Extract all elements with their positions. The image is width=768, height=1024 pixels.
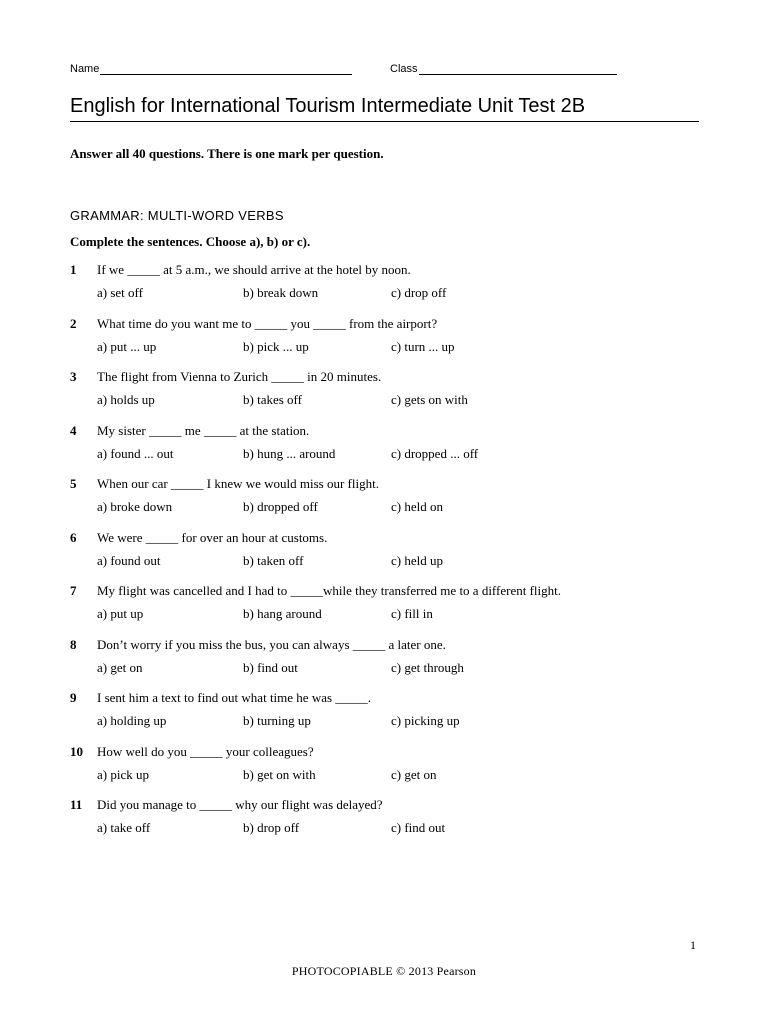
question-item bbox=[0, 581, 768, 626]
question-item bbox=[0, 635, 768, 680]
answer-option-b[interactable]: b) taken off bbox=[243, 552, 304, 568]
question-text: The flight from Vienna to Zurich _____ in 20 minutes. bbox=[97, 369, 382, 384]
answer-option-b[interactable]: b) turning up bbox=[243, 713, 311, 728]
answer-option-a[interactable]: a) take off bbox=[97, 820, 151, 835]
answer-option-b[interactable]: b) break down bbox=[243, 285, 319, 300]
answer-option-a[interactable]: a) broke down bbox=[97, 499, 173, 514]
question-item bbox=[0, 421, 768, 466]
question-number: 6 bbox=[70, 529, 77, 545]
answer-option-c[interactable]: c) turn ... up bbox=[391, 338, 455, 354]
name-label: Name bbox=[70, 63, 100, 75]
question-number: 5 bbox=[70, 476, 77, 491]
answer-option-b[interactable]: b) takes off bbox=[243, 392, 302, 407]
answer-option-b[interactable]: b) pick ... up bbox=[243, 338, 309, 354]
question-number: 11 bbox=[70, 797, 83, 812]
question-text: We were _____ for over an hour at customs. bbox=[97, 529, 328, 545]
question-text: My flight was cancelled and I had to _____while they transferred me to a different flight. bbox=[97, 583, 562, 598]
class-label: Class bbox=[390, 63, 418, 75]
test-instructions: Answer all 40 questions. There is one mark per question. bbox=[70, 146, 384, 161]
footer-copyright: PHOTOCOPIABLE © 2013 Pearson bbox=[291, 964, 477, 978]
answer-option-c[interactable]: c) held on bbox=[391, 499, 443, 514]
answer-option-b[interactable]: b) hung ... around bbox=[243, 445, 336, 461]
answer-option-c[interactable]: c) get on bbox=[391, 766, 437, 782]
answer-option-b[interactable]: b) find out bbox=[243, 659, 298, 675]
answer-option-b[interactable]: b) dropped off bbox=[243, 499, 318, 514]
question-number: 2 bbox=[70, 315, 77, 331]
answer-option-a[interactable]: a) found out bbox=[97, 552, 161, 568]
answer-option-c[interactable]: c) fill in bbox=[391, 606, 433, 621]
class-blank-line bbox=[419, 62, 617, 75]
answer-option-a[interactable]: a) pick up bbox=[97, 766, 149, 782]
question-text: Don’t worry if you miss the bus, you can always _____ a later one. bbox=[97, 636, 446, 652]
question-text: My sister _____ me _____ at the station. bbox=[97, 422, 310, 438]
question-number: 4 bbox=[70, 422, 77, 438]
question-number: 8 bbox=[70, 636, 77, 652]
answer-option-b[interactable]: b) get on with bbox=[243, 766, 316, 782]
question-item bbox=[0, 528, 768, 573]
question-text: When our car _____ I knew we would miss our flight. bbox=[97, 476, 379, 491]
answer-option-b[interactable]: b) hang around bbox=[243, 606, 322, 621]
answer-option-c[interactable]: c) get through bbox=[391, 659, 464, 675]
answer-option-b[interactable]: b) drop off bbox=[243, 820, 300, 835]
section-heading: GRAMMAR: MULTI-WORD VERBS bbox=[70, 208, 284, 223]
question-number: 1 bbox=[70, 262, 77, 277]
question-item bbox=[0, 795, 768, 840]
answer-option-c[interactable]: c) picking up bbox=[391, 713, 460, 728]
page-number: 1 bbox=[690, 938, 696, 952]
question-number: 7 bbox=[70, 583, 77, 598]
answer-option-a[interactable]: a) set off bbox=[97, 285, 143, 300]
question-text: How well do you _____ your colleagues? bbox=[97, 743, 314, 759]
name-class-row bbox=[70, 62, 630, 78]
name-field[interactable] bbox=[70, 62, 352, 75]
answer-option-a[interactable]: a) put ... up bbox=[97, 338, 157, 354]
class-field[interactable] bbox=[390, 62, 617, 75]
question-number: 10 bbox=[70, 743, 83, 759]
answer-option-c[interactable]: c) held up bbox=[391, 552, 443, 568]
question-number: 3 bbox=[70, 369, 77, 384]
question-item bbox=[0, 474, 768, 519]
answer-option-c[interactable]: c) find out bbox=[391, 820, 446, 835]
question-text: Did you manage to _____ why our flight was delayed? bbox=[97, 797, 383, 812]
answer-option-a[interactable]: a) holding up bbox=[97, 713, 167, 728]
question-text: If we _____ at 5 a.m., we should arrive at the hotel by noon. bbox=[97, 262, 411, 277]
answer-option-a[interactable]: a) put up bbox=[97, 606, 144, 621]
page-title: English for International Tourism Intermediate Unit Test 2B bbox=[70, 94, 699, 122]
question-text: What time do you want me to _____ you _____ from the airport? bbox=[97, 315, 438, 331]
question-item bbox=[0, 742, 768, 787]
name-blank-line bbox=[100, 62, 352, 75]
section-instruction: Complete the sentences. Choose a), b) or c). bbox=[70, 234, 311, 249]
question-item bbox=[0, 688, 768, 733]
answer-option-c[interactable]: c) dropped ... off bbox=[391, 445, 479, 461]
answer-option-a[interactable]: a) holds up bbox=[97, 392, 155, 407]
question-item bbox=[0, 314, 768, 359]
answer-option-c[interactable]: c) drop off bbox=[391, 285, 447, 300]
question-item bbox=[0, 367, 768, 412]
question-item bbox=[0, 260, 768, 305]
answer-option-a[interactable]: a) get on bbox=[97, 659, 143, 675]
answer-option-c[interactable]: c) gets on with bbox=[391, 392, 468, 407]
answer-option-a[interactable]: a) found ... out bbox=[97, 445, 174, 461]
question-text: I sent him a text to find out what time he was _____. bbox=[97, 690, 372, 705]
question-number: 9 bbox=[70, 690, 77, 705]
